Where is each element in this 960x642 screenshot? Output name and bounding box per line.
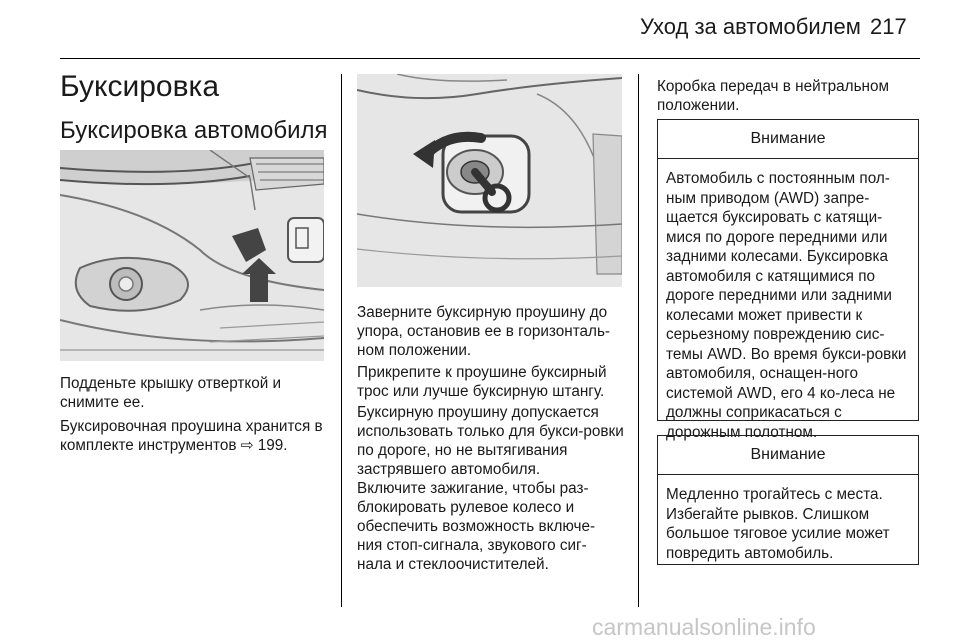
col2-paragraph-1: Заверните буксирную проушину до упора, остановив ее в горизонталь-ном положении.: [357, 304, 611, 359]
page-header-title: Уход за автомобилем: [640, 14, 861, 39]
col1-paragraph-2: Буксировочная проушина хранится в комплекте инструментов ⇨ 199.: [60, 418, 323, 454]
warning-title: Внимание: [658, 436, 918, 475]
figure-bumper-cover: [60, 150, 324, 361]
col2-paragraph-2: Прикрепите к проушине буксирный трос или лучше буксирную штангу.: [357, 364, 607, 400]
col1-paragraph-1: Подденьте крышку отверткой и снимите ее.: [60, 375, 282, 411]
section-title: Буксировка: [60, 70, 220, 103]
warning-title: Внимание: [658, 120, 918, 159]
page-number: 217: [870, 14, 907, 39]
warning-box-awd: [657, 119, 919, 441]
col3-paragraph-1: Коробка передач в нейтральном положении.: [657, 78, 890, 114]
warning-text: Медленно трогайтесь с места. Избегайте рывков. Слишком большое тяговое усилие может повредить автомобиль.: [666, 486, 890, 562]
column-divider-right: [638, 74, 639, 607]
header-rule: [60, 58, 920, 59]
watermark: carmanualsonline.info: [592, 614, 816, 640]
figure-towing-eye: [357, 74, 622, 287]
col2-paragraph-3: Буксирную проушину допускается использовать только для букси-ровки по дороге, но не вытягивания застрявшего автомобиля.: [357, 404, 624, 478]
column-divider-left: [341, 74, 342, 607]
subsection-title: Буксировка автомобиля: [60, 117, 328, 144]
warning-box-towing: [657, 435, 919, 565]
warning-text: Автомобиль с постоянным пол-ным приводом (AWD) запре-щается буксировать с катящи-мися по дороге передними или задними колесами. Буксировка автомобиля с катящимися по дороге передними или задними колесами может привести к серьезному повреждению сис-темы AWD. Во время букси-ровки автомобиля, оснащен-ного системой AWD, его 4 ко-леса не должны соприкасаться с дорожным полотном.: [666, 170, 907, 441]
col2-paragraph-4: Включите зажигание, чтобы раз-блокировать рулевое колесо и обеспечить возможность включе-ния стоп-сигнала, звукового сиг-нала и стеклоочистителей.: [357, 480, 596, 573]
